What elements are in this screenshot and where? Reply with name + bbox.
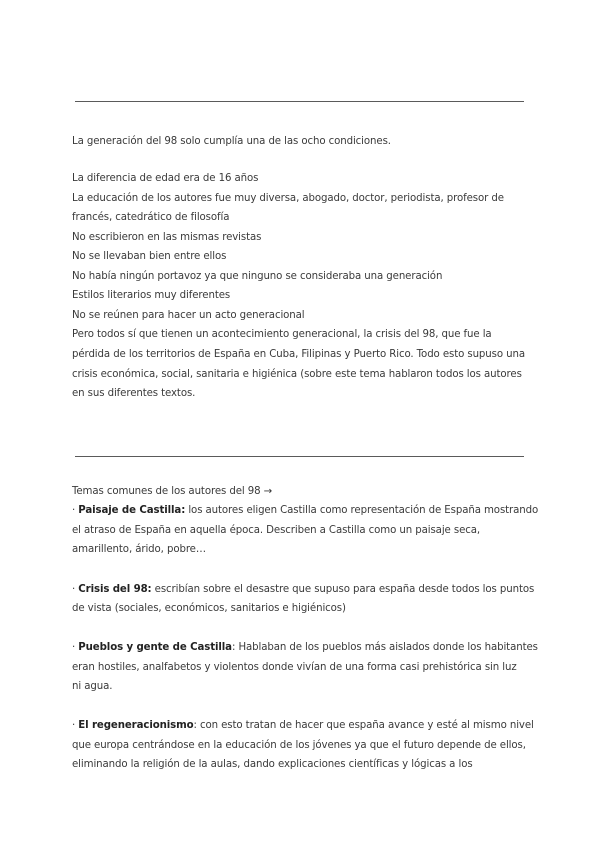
- bullet: ·: [72, 642, 76, 653]
- topic-title: El regeneracionismo: [78, 720, 194, 731]
- topic-text-line: el atraso de España en aquella época. Describen a Castilla como un paisaje seca,: [72, 525, 481, 536]
- topic-regeneracionismo: [72, 719, 534, 732]
- paragraph-line: crisis económica, social, sanitaria e higiénica (sobre este tema hablaron todos los autores: [72, 369, 522, 380]
- bullet: ·: [72, 584, 76, 595]
- list-item: No se reúnen para hacer un acto generacional: [72, 310, 305, 321]
- topic-text: escribían sobre el desastre que supuso para españa desde todos los puntos: [151, 584, 535, 595]
- topic-text-line: ni agua.: [72, 681, 113, 692]
- bullet: ·: [72, 505, 76, 516]
- topic-paisaje-castilla: [72, 504, 538, 517]
- list-item: No escribieron en las mismas revistas: [72, 232, 262, 243]
- list-item: francés, catedrático de filosofía: [72, 212, 230, 223]
- topic-crisis-98: [72, 583, 534, 596]
- horizontal-divider: [75, 456, 524, 457]
- list-item: No había ningún portavoz ya que ninguno se consideraba una generación: [72, 271, 443, 282]
- topic-text: los autores eligen Castilla como representación de España mostrando: [185, 505, 539, 516]
- topic-text-line: que europa centrándose en la educación de los jóvenes ya que el futuro depende de ellos,: [72, 740, 526, 751]
- topic-title: Crisis del 98:: [78, 584, 152, 595]
- topic-text-line: de vista (sociales, económicos, sanitarios e higiénicos): [72, 603, 346, 614]
- list-item: Estilos literarios muy diferentes: [72, 290, 231, 301]
- list-item: La educación de los autores fue muy diversa, abogado, doctor, periodista, profesor de: [72, 193, 504, 204]
- topic-pueblos-gente: [72, 641, 538, 654]
- paragraph-line: Pero todos sí que tienen un acontecimiento generacional, la crisis del 98, que fue la: [72, 329, 492, 340]
- topic-text-line: eliminando la religión de la aulas, dando explicaciones científicas y lógicas a los: [72, 759, 473, 770]
- topic-title: Pueblos y gente de Castilla: [78, 642, 232, 653]
- list-item: La diferencia de edad era de 16 años: [72, 173, 259, 184]
- paragraph-line: en sus diferentes textos.: [72, 388, 196, 399]
- topic-text-line: eran hostiles, analfabetos y violentos donde vivían de una forma casi prehistórica sin luz: [72, 662, 517, 673]
- topic-text-line: amarillento, árido, pobre…: [72, 544, 206, 555]
- paragraph-line: pérdida de los territorios de España en Cuba, Filipinas y Puerto Rico. Todo esto supuso una: [72, 349, 525, 360]
- topic-text: : Hablaban de los pueblos más aislados donde los habitantes: [231, 642, 538, 653]
- list-item: No se llevaban bien entre ellos: [72, 251, 227, 262]
- topic-title: Paisaje de Castilla:: [78, 505, 186, 516]
- section2-heading: Temas comunes de los autores del 98 →: [72, 486, 273, 497]
- horizontal-divider: [75, 101, 524, 102]
- topic-text: : con esto tratan de hacer que españa avance y esté al mismo nivel: [193, 720, 534, 731]
- section1-intro: La generación del 98 solo cumplía una de las ocho condiciones.: [72, 136, 391, 147]
- bullet: ·: [72, 720, 76, 731]
